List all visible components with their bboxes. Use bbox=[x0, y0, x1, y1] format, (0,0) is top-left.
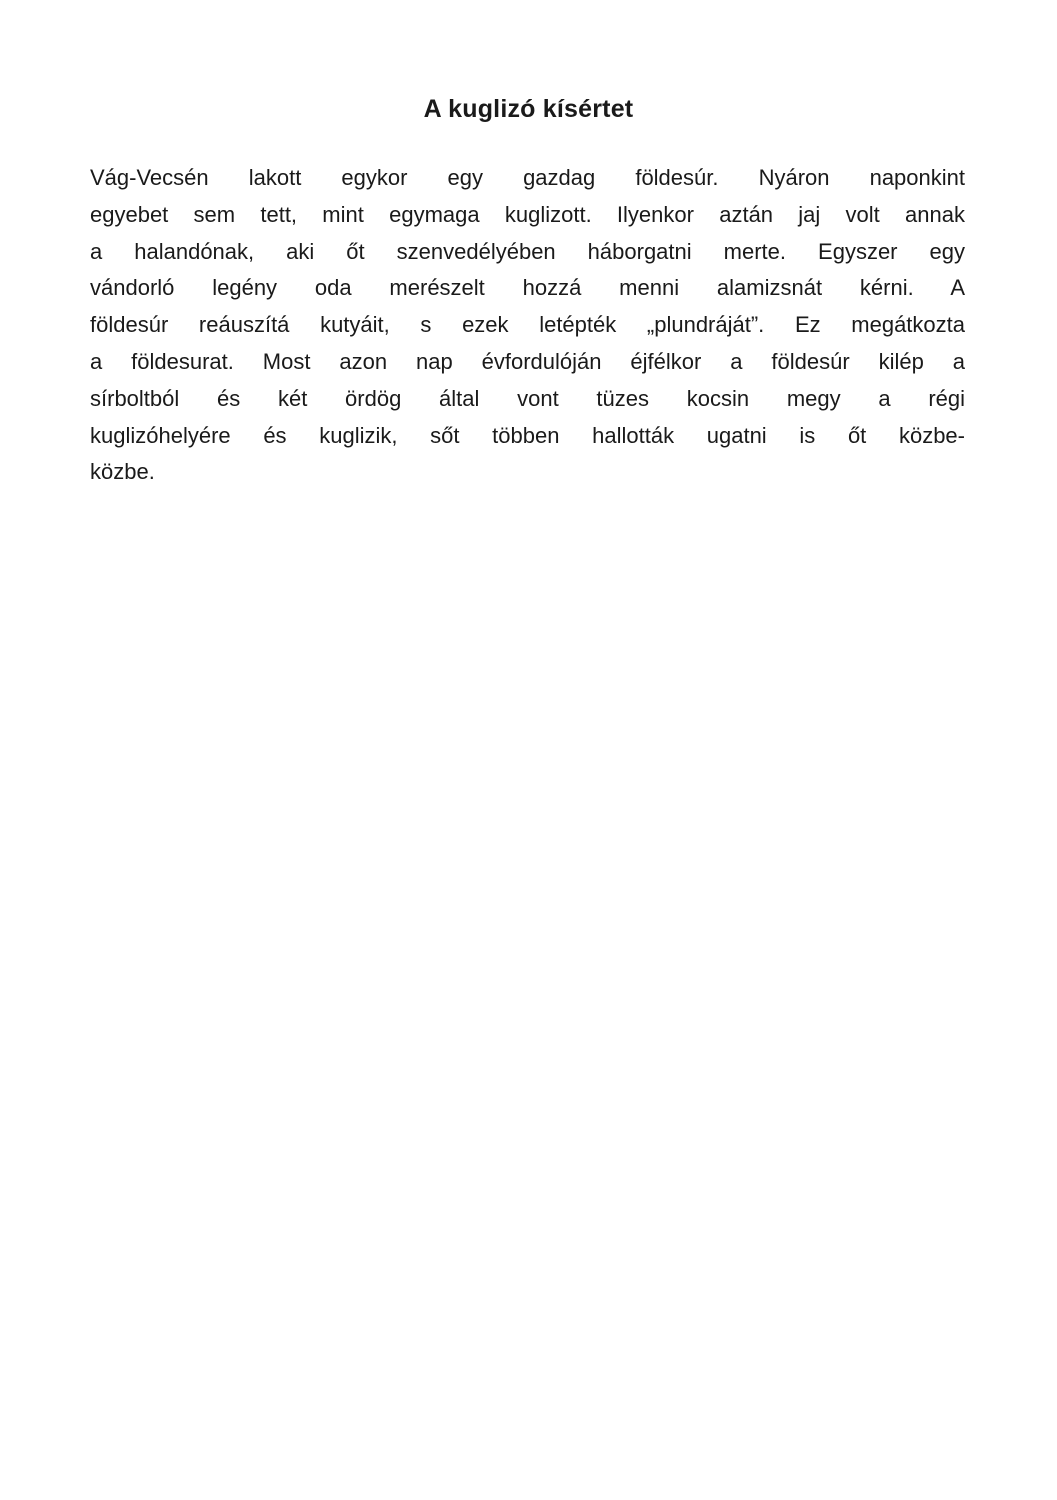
body-line: földesúr reáuszítá kutyáit, s ezek letépték „plundráját”. Ez megátkozta bbox=[90, 312, 965, 338]
body-line: Vág-Vecsén lakott egykor egy gazdag földesúr. Nyáron naponkint bbox=[90, 165, 965, 190]
document-body bbox=[90, 160, 965, 491]
body-line: közbe. bbox=[90, 459, 155, 485]
body-line: egyebet sem tett, mint egymaga kuglizott. Ilyenkor aztán jaj volt annak bbox=[90, 201, 965, 227]
body-line: a földesurat. Most azon nap évfordulóján éjfélkor a földesúr kilép a bbox=[90, 348, 965, 374]
body-line: kuglizóhelyére és kuglizik, sőt többen hallották ugatni is őt közbe- bbox=[90, 422, 965, 448]
body-line: a halandónak, aki őt szenvedélyében háborgatni merte. Egyszer egy bbox=[90, 238, 965, 264]
document-title: A kuglizó kísértet bbox=[423, 95, 634, 123]
body-line: sírboltból és két ördög által vont tüzes kocsin megy a régi bbox=[90, 385, 965, 411]
body-line: vándorló legény oda merészelt hozzá menni alamizsnát kérni. A bbox=[90, 275, 965, 301]
